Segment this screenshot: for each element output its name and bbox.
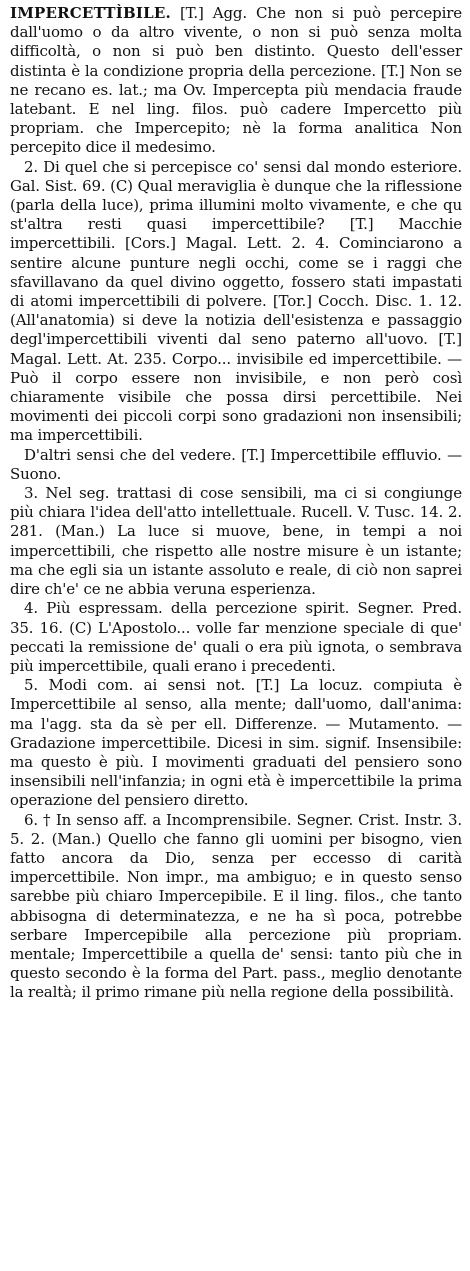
sense-4: 4. Più espressam. della percezione spirit. Segner. Pred. 35. 16. (C) L'Apostolo... volle far menzione speciale di que' peccati la remissione de' quali o era più ignota, o sembrava più impercettibile, quali erano i precedenti.	[10, 599, 462, 675]
entry-intro	[10, 4, 462, 158]
sense-2-other-senses: D'altri sensi che del vedere. [T.] Impercettibile effluvio. — Suono.	[10, 445, 462, 483]
entry-definition: [T.] Agg. Che non si può percepire dall'uomo o da altro vivente, o non si può senza molta difficoltà, o non si può ben distinto. Questo dell'esser distinta è la condizione propria della percezione. [T.] Non se ne recano es. lat.; ma Ov. Impercepta più mendacia fraude latebant. E nel ling. filos. può cadere Impercetto più propriam. che Impercepito; nè la forma analitica Non percepito dice il medesimo.	[10, 4, 462, 157]
sense-5: 5. Modi com. ai sensi not. [T.] La locuz. compiuta è Impercettibile al senso, alla mente; dall'uomo, dall'anima: ma l'agg. sta da sè per ell. Differenze. — Mutamento. — Gradazione impercettibile. Dicesi in sim. signif. Insensibile: ma questo è più. I movimenti graduati del pensiero sono insensibili nell'infanzia; in ogni età è impercettibile la prima operazione del pensiero diretto.	[10, 676, 462, 810]
sense-2: 2. Di quel che si percepisce co' sensi dal mondo esteriore. Gal. Sist. 69. (C) Qual meraviglia è dunque che la riflessione (parla della luce), prima illumini molto vivamente, e che qu st'altra resti quasi impercettibile? [T.] Macchie impercettibili. [Cors.] Magal. Lett. 2. 4. Cominciarono a sentire alcune punture negli occhi, come se i raggi che sfavillavano da quel divino oggetto, fossero stati impastati di atomi impercettibili di polvere. [Tor.] Cocch. Disc. 1. 12. (All'anatomia) si deve la notizia dell'esistenza e passaggio degl'impercettibili viventi dal seno paterno all'uovo. [T.] Magal. Lett. At. 235. Corpo... invisibile ed impercettibile. — Può il corpo essere non invisibile, e non però così chiaramente visibile che possa dirsi percettibile. Nei movimenti dei piccoli corpi sono gradazioni non insensibili; ma impercettibili.	[10, 157, 462, 445]
headword: IMPERCETTÌBILE.	[10, 4, 171, 22]
sense-3: 3. Nel seg. trattasi di cose sensibili, ma ci si congiunge più chiara l'idea dell'atto intellettuale. Rucell. V. Tusc. 14. 2. 281. (Man.) La luce si muove, bene, in tempi a noi impercettibili, che rispetto alle nostre misure è un istante; ma che egli sia un istante assoluto e reale, di ciò non saprei dire ch'e' ce ne abbia veruna esperienza.	[10, 484, 462, 599]
sense-6: 6. † In senso aff. a Incomprensibile. Segner. Crist. Instr. 3. 5. 2. (Man.) Quello che fanno gli uomini per bisogno, vien fatto ancora da Dio, senza per eccesso di carità impercettibile. Non impr., ma ambiguo; e in questo senso sarebbe più chiaro Impercepibile. E il ling. filos., che tanto abbisogna di determinatezza, e ne ha sì poca, potrebbe serbare Impercepibile alla percezione più propriam. mentale; Impercettibile a quella de' sensi: tanto più che in questo secondo è la forma del Part. pass., meglio denotante la realtà; il primo rimane più nella regione della possibilità.	[10, 810, 462, 1002]
